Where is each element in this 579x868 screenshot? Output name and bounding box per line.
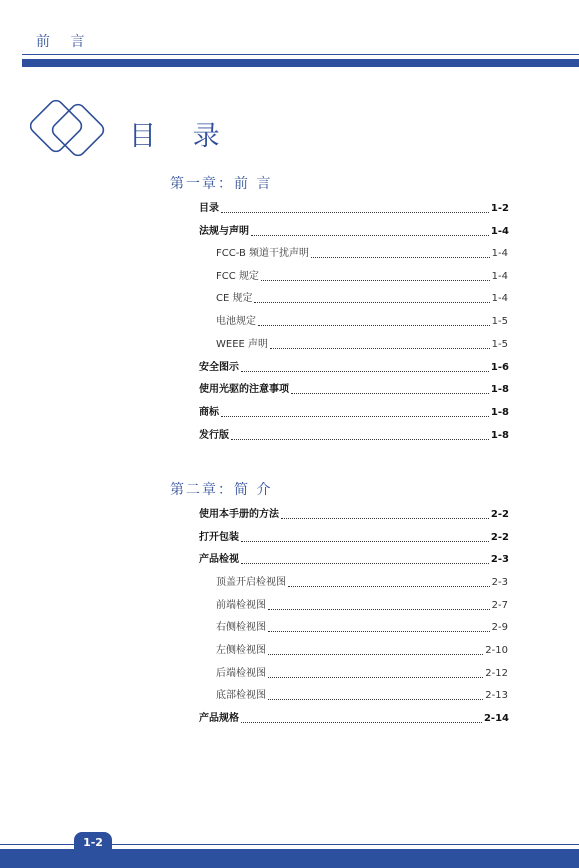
toc-entry-label: 底部检视图 bbox=[216, 690, 266, 701]
dot-leader bbox=[268, 608, 490, 610]
header-rule bbox=[22, 54, 579, 55]
dot-leader bbox=[268, 630, 490, 632]
toc-entry[interactable] bbox=[199, 405, 509, 419]
toc-entry[interactable] bbox=[216, 575, 508, 589]
dot-leader bbox=[241, 540, 489, 542]
toc-entry[interactable] bbox=[199, 507, 509, 521]
toc-entry-page: 1-4 bbox=[491, 293, 508, 304]
toc-entry-label: 左侧检视图 bbox=[216, 645, 266, 656]
toc-entry-label: WEEE 声明 bbox=[216, 339, 269, 350]
chapter-title: 第一章：前 言 bbox=[170, 176, 273, 192]
toc-entry-page: 1-6 bbox=[490, 362, 509, 373]
dot-leader bbox=[268, 653, 483, 655]
toc-entry-page: 2-2 bbox=[490, 532, 509, 543]
toc-entry-label: 电池规定 bbox=[216, 316, 256, 327]
toc-entry-page: 1-4 bbox=[491, 271, 508, 282]
toc-entry-label: 使用光驱的注意事项 bbox=[199, 384, 289, 395]
dot-leader bbox=[261, 279, 490, 281]
toc-entry[interactable] bbox=[216, 246, 508, 260]
dot-leader bbox=[241, 562, 489, 564]
header-band bbox=[22, 59, 579, 67]
dot-leader bbox=[270, 347, 490, 349]
toc-entry-page: 1-8 bbox=[490, 430, 509, 441]
toc-entry-page: 2-3 bbox=[491, 577, 508, 588]
dot-leader bbox=[231, 438, 489, 440]
toc-entry-page: 2-2 bbox=[490, 509, 509, 520]
toc-entry-page: 2-3 bbox=[490, 554, 509, 565]
dot-leader bbox=[288, 585, 490, 587]
dot-leader bbox=[311, 256, 490, 258]
toc-entry-page: 1-8 bbox=[490, 384, 509, 395]
toc-entry-label: 目录 bbox=[199, 203, 219, 214]
toc-entry-label: 顶盖开启检视图 bbox=[216, 577, 286, 588]
running-header: 前 言 bbox=[36, 34, 93, 50]
toc-entry-label: 法规与声明 bbox=[199, 226, 249, 237]
chapter-title: 第二章：简 介 bbox=[170, 482, 273, 498]
toc-entry[interactable] bbox=[216, 291, 508, 305]
toc-entry[interactable] bbox=[199, 382, 509, 396]
toc-entry[interactable] bbox=[216, 337, 508, 351]
toc-entry-page: 2-14 bbox=[483, 713, 509, 724]
toc-entry[interactable] bbox=[199, 552, 509, 566]
toc-entry-label: 商标 bbox=[199, 407, 219, 418]
toc-entry-label: 后端检视图 bbox=[216, 668, 266, 679]
toc-entry[interactable] bbox=[216, 314, 508, 328]
dot-leader bbox=[258, 324, 490, 326]
toc-entry-label: 安全图示 bbox=[199, 362, 239, 373]
toc-entry-page: 2-12 bbox=[485, 668, 508, 679]
toc-entry-label: 产品规格 bbox=[199, 713, 239, 724]
dot-leader bbox=[291, 392, 489, 394]
toc-heading: 目 录 bbox=[129, 121, 234, 152]
toc-entry-page: 1-5 bbox=[491, 339, 508, 350]
toc-entry-label: 右侧检视图 bbox=[216, 622, 266, 633]
toc-entry[interactable] bbox=[216, 643, 508, 657]
dot-leader bbox=[241, 721, 482, 723]
toc-entry[interactable] bbox=[216, 666, 508, 680]
toc-entry-page: 1-8 bbox=[490, 407, 509, 418]
toc-entry-page: 2-10 bbox=[485, 645, 508, 656]
toc-entry-label: 前端检视图 bbox=[216, 600, 266, 611]
toc-entry-label: 产品检视 bbox=[199, 554, 239, 565]
dot-leader bbox=[221, 415, 489, 417]
toc-entry[interactable] bbox=[216, 620, 508, 634]
toc-entry-label: 使用本手册的方法 bbox=[199, 509, 279, 520]
toc-entry[interactable] bbox=[199, 428, 509, 442]
toc-entry[interactable] bbox=[199, 711, 509, 725]
toc-entry[interactable] bbox=[199, 201, 509, 215]
dot-leader bbox=[268, 676, 483, 678]
toc-entry-label: 发行版 bbox=[199, 430, 229, 441]
toc-entry-label: CE 规定 bbox=[216, 293, 253, 304]
dot-leader bbox=[281, 517, 489, 519]
toc-entry-page: 2-13 bbox=[485, 690, 508, 701]
dot-leader bbox=[254, 301, 489, 303]
toc-entry-page: 2-7 bbox=[491, 600, 508, 611]
toc-entry-label: FCC-B 频道干扰声明 bbox=[216, 248, 310, 259]
toc-entry-label: FCC 规定 bbox=[216, 271, 259, 282]
dot-leader bbox=[221, 211, 489, 213]
toc-entry[interactable] bbox=[216, 598, 508, 612]
toc-entry-page: 1-4 bbox=[491, 248, 508, 259]
dot-leader bbox=[251, 234, 489, 236]
toc-entry[interactable] bbox=[216, 688, 508, 702]
dot-leader bbox=[268, 698, 483, 700]
page-number-badge: 1-2 bbox=[74, 832, 112, 853]
toc-entry[interactable] bbox=[199, 224, 509, 238]
toc-entry-page: 1-2 bbox=[490, 203, 509, 214]
toc-entry-page: 2-9 bbox=[491, 622, 508, 633]
toc-entry-page: 1-5 bbox=[491, 316, 508, 327]
dot-leader bbox=[241, 370, 489, 372]
toc-entry[interactable] bbox=[199, 530, 509, 544]
toc-entry-label: 打开包装 bbox=[199, 532, 239, 543]
toc-entry[interactable] bbox=[199, 360, 509, 374]
toc-entry[interactable] bbox=[216, 269, 508, 283]
overlapping-diamonds-icon bbox=[30, 96, 114, 162]
toc-entry-page: 1-4 bbox=[490, 226, 509, 237]
